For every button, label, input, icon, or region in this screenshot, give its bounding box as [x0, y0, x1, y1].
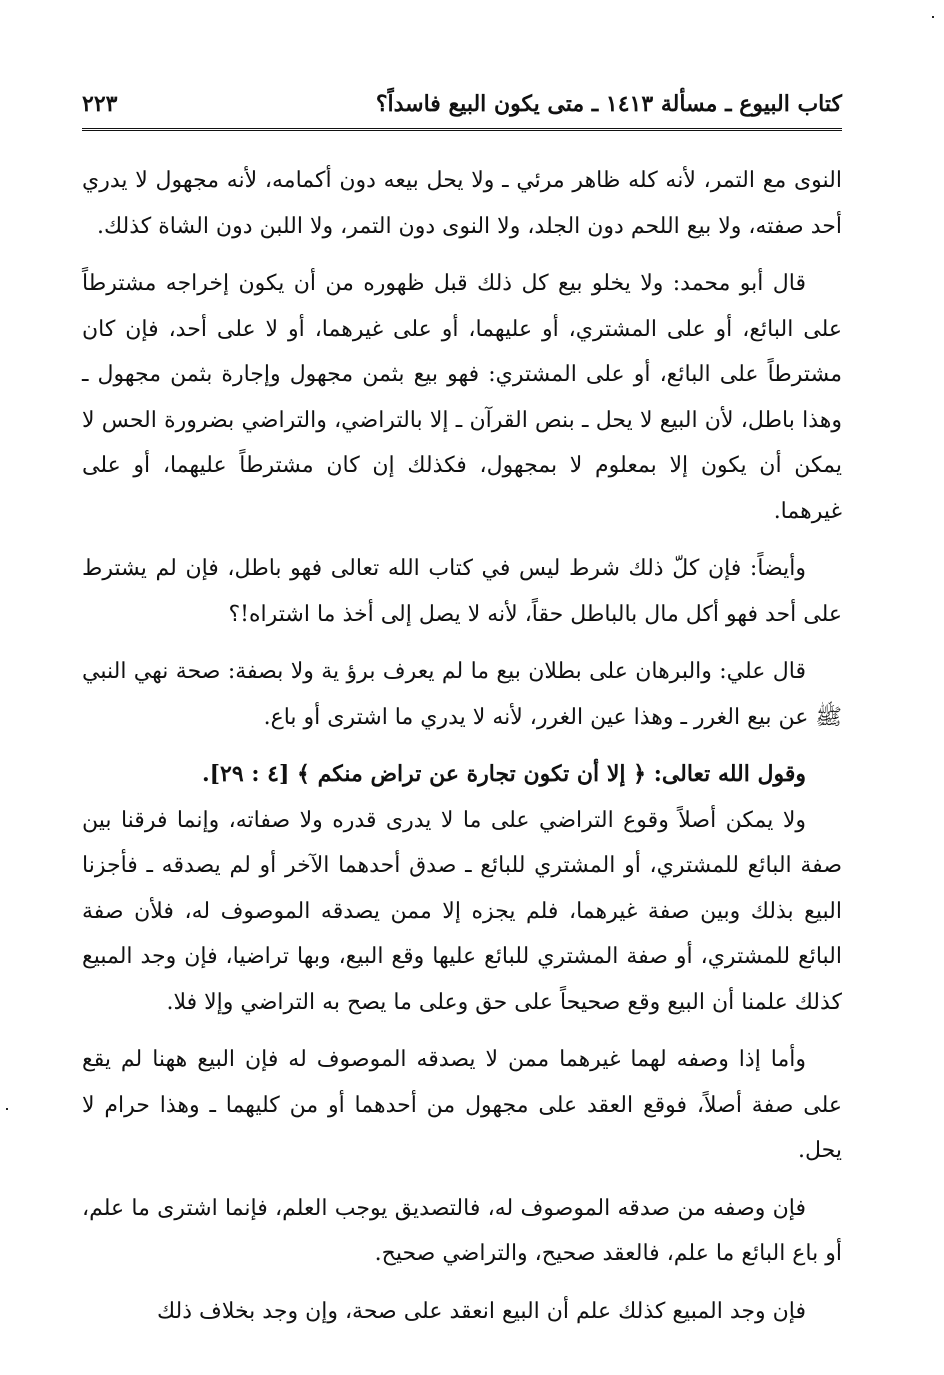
scan-speck — [932, 16, 934, 18]
scan-speck — [6, 1108, 8, 1110]
paragraph-5: ولا يمكن أصلاً وقوع التراضي على ما لا يدرى قدره ولا صفاته، وإنما فرقنا بين صفة البائع للمشتري، أو المشتري للبائع ـ صدق أحدهما الآخر أو لم يصدقه ـ فأجزنا البيع بذلك وبين صفة غيرهما، فلم يجزه إلا ممن يصدقه الموصوف له، فلأن صفة البائع للمشتري، أو صفة المشتري للبائع عليها وقع البيع، وبها تراضيا، فإن وجد المبيع كذلك علمنا أن البيع وقع صحيحاً على حق وعلى ما يصح به التراضي وإلا فلا. — [82, 807, 842, 1015]
chapter-title: كتاب البيوع ـ مسألة ١٤١٣ ـ متى يكون البيع فاسداً؟ — [375, 91, 842, 117]
paragraph-6: وأما إذا وصفه لهما غيرهما ممن لا يصدقه الموصوف له فإن البيع ههنا لم يقع على صفة أصلاً، فوقع العقد على مجهول من أحدهما أو من كليهما ـ وهذا حرام لا يحل. — [82, 1047, 842, 1163]
paragraph-4: قال علي: والبرهان على بطلان بيع ما لم يعرف برؤ ية ولا بصفة: صحة نهي النبي ﷺ عن بيع الغرر ـ وهذا عين الغرر، لأنه لا يدري ما اشترى أو باع. — [82, 659, 842, 730]
paragraph-8: فإن وجد المبيع كذلك علم أن البيع انعقد على صحة، وإن وجد بخلاف ذلك — [157, 1298, 806, 1324]
running-header — [82, 76, 842, 124]
quran-quote: وقول الله تعالى: ﴿ إلا أن تكون تجارة عن تراض منكم ﴾ [٤ : ٢٩]. — [201, 761, 806, 787]
paragraph-2: قال أبو محمد: ولا يخلو بيع كل ذلك قبل ظهوره من أن يكون إخراجه مشترطاً على البائع، أو على المشتري، أو عليهما، أو على غيرهما، أو لا على أحد، فإن كان مشترطاً على البائع، أو على المشتري: فهو بيع بثمن مجهول وإجارة بثمن مجهول ـ وهذا باطل، لأن البيع لا يحل ـ بنص القرآن ـ إلا بالتراضي، والتراضي بضرورة الحس لا يمكن أن يكون إلا بمعلوم لا بمجهول، فكذلك إن كان مشترطاً عليهما، أو على غيرهما. — [82, 271, 842, 524]
paragraph-1: النوى مع التمر، لأنه كله ظاهر مرئي ـ ولا يحل بيعه دون أكمامه، لأنه مجهول لا يدري أحد صفته، ولا بيع اللحم دون الجلد، ولا النوى دون التمر، ولا اللبن دون الشاة كذلك. — [82, 168, 842, 239]
paragraph-7: فإن وصفه من صدقه الموصوف له، فالتصديق يوجب العلم، فإنما اشترى ما علم، أو باع البائع ما علم، فالعقد صحيح، والتراضي صحيح. — [82, 1195, 842, 1266]
paragraph-3: وأيضاً: فإن كلّ ذلك شرط ليس في كتاب الله تعالى فهو باطل، فإن لم يشترط على أحد فهو أكل مال بالباطل حقاً، لأنه لا يصل إلى أخذ ما اشتراه!؟ — [82, 556, 842, 627]
page-number: ٢٢٣ — [82, 91, 118, 117]
body-text — [82, 158, 842, 1346]
header-rule — [82, 128, 842, 131]
